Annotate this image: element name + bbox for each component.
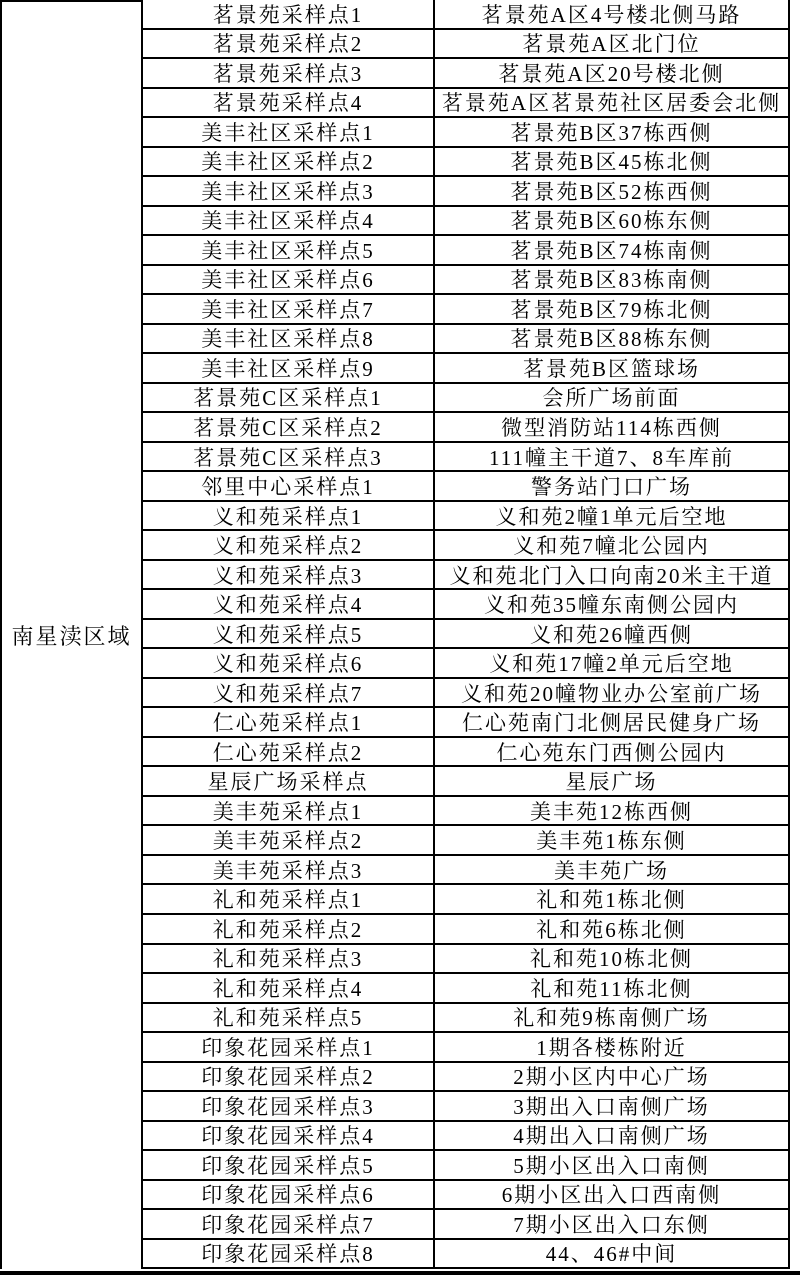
sampling-point-cell: 印象花园采样点3 — [143, 1092, 435, 1120]
table-row — [143, 915, 788, 945]
location-cell: 美丰苑12栋西侧 — [530, 799, 693, 824]
table-row — [143, 207, 788, 237]
location-cell: 111幢主干道7、8车库前 — [489, 445, 734, 470]
sampling-point-cell: 义和苑采样点2 — [143, 531, 435, 559]
location-cell: 微型消防站114栋西侧 — [501, 415, 722, 440]
table-row — [143, 1122, 788, 1152]
location-cell: 茗景苑B区37栋西侧 — [510, 120, 713, 145]
location-cell: 6期小区出入口西南侧 — [501, 1183, 722, 1208]
sampling-point-cell: 茗景苑采样点4 — [143, 89, 435, 117]
table-row — [143, 384, 788, 414]
location-cell: 义和苑35幢东南侧公园内 — [484, 593, 739, 618]
sampling-point-cell: 义和苑采样点6 — [143, 649, 435, 677]
location-cell: 义和苑17幢2单元后空地 — [489, 652, 734, 677]
table-row — [143, 945, 788, 975]
location-cell: 礼和苑9栋南侧广场 — [513, 1006, 710, 1031]
table-row — [143, 443, 788, 473]
table-row — [143, 620, 788, 650]
sampling-point-cell: 义和苑采样点1 — [143, 502, 435, 530]
table-row — [143, 89, 788, 119]
sampling-point-cell: 礼和苑采样点4 — [143, 974, 435, 1002]
location-cell: 礼和苑11栋北侧 — [530, 976, 693, 1001]
location-cell: 义和苑7幢北公园内 — [513, 534, 710, 559]
location-cell: 茗景苑B区45栋北侧 — [510, 150, 713, 175]
sampling-point-cell: 茗景苑采样点1 — [143, 0, 435, 28]
table-bottom-rule — [0, 1271, 800, 1275]
location-cell: 5期小区出入口南侧 — [513, 1153, 710, 1178]
sampling-point-cell: 茗景苑C区采样点3 — [143, 443, 435, 471]
sampling-point-cell: 印象花园采样点6 — [143, 1181, 435, 1209]
sampling-point-cell: 礼和苑采样点2 — [143, 915, 435, 943]
location-cell: 茗景苑A区4号楼北侧马路 — [481, 2, 742, 27]
location-cell: 会所广场前面 — [542, 386, 681, 411]
sampling-point-cell: 美丰社区采样点9 — [143, 354, 435, 382]
table-row — [143, 118, 788, 148]
table-row — [143, 826, 788, 856]
region-merged-cell — [0, 0, 143, 1269]
sampling-point-cell: 仁心苑采样点1 — [143, 708, 435, 736]
table-row — [143, 1004, 788, 1034]
sampling-point-cell: 美丰苑采样点3 — [143, 856, 435, 884]
location-cell: 星辰广场 — [565, 770, 658, 795]
table-row — [143, 531, 788, 561]
location-cell: 茗景苑B区79栋北侧 — [510, 297, 713, 322]
location-cell: 仁心苑东门西侧公园内 — [496, 740, 727, 765]
location-cell: 7期小区出入口东侧 — [513, 1212, 710, 1237]
location-cell: 茗景苑A区北门位 — [522, 32, 701, 57]
table-row — [143, 708, 788, 738]
table-row — [143, 561, 788, 591]
region-label: 南星渎区域 — [11, 624, 132, 649]
sampling-point-cell: 邻里中心采样点1 — [143, 472, 435, 500]
location-cell: 茗景苑B区83栋南侧 — [510, 268, 713, 293]
sampling-point-cell: 印象花园采样点7 — [143, 1210, 435, 1238]
location-cell: 茗景苑A区茗景苑社区居委会北侧 — [441, 91, 782, 116]
table-row — [143, 590, 788, 620]
sampling-point-cell: 星辰广场采样点 — [143, 767, 435, 795]
table-row — [143, 738, 788, 768]
sampling-point-cell: 印象花园采样点5 — [143, 1151, 435, 1179]
location-cell: 美丰苑1栋东侧 — [536, 829, 687, 854]
sampling-point-cell: 美丰苑采样点2 — [143, 826, 435, 854]
sampling-point-cell: 印象花园采样点4 — [143, 1122, 435, 1150]
table-row — [143, 649, 788, 679]
table-row — [143, 1151, 788, 1181]
location-cell: 仁心苑南门北侧居民健身广场 — [462, 711, 761, 736]
table-row — [143, 974, 788, 1004]
location-cell: 茗景苑B区篮球场 — [522, 356, 700, 381]
table-row — [143, 1181, 788, 1211]
sampling-point-cell: 印象花园采样点1 — [143, 1033, 435, 1061]
location-cell: 义和苑20幢物业办公室前广场 — [461, 681, 762, 706]
sampling-point-cell: 美丰社区采样点2 — [143, 148, 435, 176]
table-row — [143, 354, 788, 384]
table-row — [143, 885, 788, 915]
location-cell: 茗景苑B区88栋东侧 — [510, 327, 713, 352]
sampling-point-cell: 义和苑采样点3 — [143, 561, 435, 589]
table-row — [143, 767, 788, 797]
table-row — [143, 148, 788, 178]
table-row — [143, 472, 788, 502]
sampling-point-cell: 美丰社区采样点3 — [143, 177, 435, 205]
location-cell: 义和苑26幢西侧 — [530, 622, 693, 647]
table-row — [143, 1033, 788, 1063]
location-cell: 礼和苑6栋北侧 — [536, 917, 687, 942]
location-cell: 义和苑2幢1单元后空地 — [495, 504, 728, 529]
sampling-point-cell: 美丰社区采样点5 — [143, 236, 435, 264]
table-row — [143, 502, 788, 532]
location-cell: 礼和苑10栋北侧 — [530, 947, 693, 972]
location-cell: 1期各楼栋附近 — [536, 1035, 687, 1060]
sampling-point-cell: 茗景苑C区采样点2 — [143, 413, 435, 441]
location-cell: 茗景苑A区20号楼北侧 — [498, 61, 725, 86]
sampling-point-cell: 美丰社区采样点4 — [143, 207, 435, 235]
location-cell: 茗景苑B区60栋东侧 — [510, 209, 713, 234]
table-row — [143, 679, 788, 709]
table-row — [143, 0, 788, 30]
location-cell: 3期出入口南侧广场 — [513, 1094, 710, 1119]
location-cell: 4期出入口南侧广场 — [513, 1124, 710, 1149]
table-row — [143, 1063, 788, 1093]
location-cell: 义和苑北门入口向南20米主干道 — [449, 563, 774, 588]
table-row — [143, 1092, 788, 1122]
sampling-point-cell: 印象花园采样点2 — [143, 1063, 435, 1091]
location-cell: 44、46#中间 — [545, 1242, 678, 1267]
sampling-point-cell: 仁心苑采样点2 — [143, 738, 435, 766]
table-row — [143, 1210, 788, 1240]
sampling-point-cell: 礼和苑采样点5 — [143, 1004, 435, 1032]
location-cell: 美丰苑广场 — [554, 858, 669, 883]
sampling-point-cell: 礼和苑采样点3 — [143, 945, 435, 973]
location-cell: 茗景苑B区52栋西侧 — [510, 179, 713, 204]
table-row — [143, 856, 788, 886]
location-cell: 礼和苑1栋北侧 — [536, 888, 687, 913]
location-cell: 2期小区内中心广场 — [513, 1065, 710, 1090]
location-cell: 警务站门口广场 — [531, 475, 692, 500]
table-row — [143, 236, 788, 266]
table-row — [143, 30, 788, 60]
table-row — [143, 325, 788, 355]
sampling-point-cell: 义和苑采样点5 — [143, 620, 435, 648]
sampling-point-cell: 印象花园采样点8 — [143, 1240, 435, 1268]
table-row — [143, 266, 788, 296]
table-rows-container — [143, 0, 790, 1269]
table-row — [143, 797, 788, 827]
table-row — [143, 295, 788, 325]
sampling-point-cell: 美丰社区采样点7 — [143, 295, 435, 323]
sampling-point-cell: 美丰苑采样点1 — [143, 797, 435, 825]
sampling-point-cell: 美丰社区采样点8 — [143, 325, 435, 353]
sampling-point-cell: 茗景苑C区采样点1 — [143, 384, 435, 412]
table-row — [143, 177, 788, 207]
sampling-point-cell: 茗景苑采样点3 — [143, 59, 435, 87]
sampling-point-cell: 美丰社区采样点6 — [143, 266, 435, 294]
location-cell: 茗景苑B区74栋南侧 — [510, 238, 713, 263]
sampling-point-cell: 义和苑采样点7 — [143, 679, 435, 707]
table-row — [143, 59, 788, 89]
sampling-point-cell: 礼和苑采样点1 — [143, 885, 435, 913]
sampling-point-cell: 义和苑采样点4 — [143, 590, 435, 618]
table-row — [143, 1240, 788, 1270]
sampling-point-cell: 美丰社区采样点1 — [143, 118, 435, 146]
table-row — [143, 413, 788, 443]
sampling-point-cell: 茗景苑采样点2 — [143, 30, 435, 58]
